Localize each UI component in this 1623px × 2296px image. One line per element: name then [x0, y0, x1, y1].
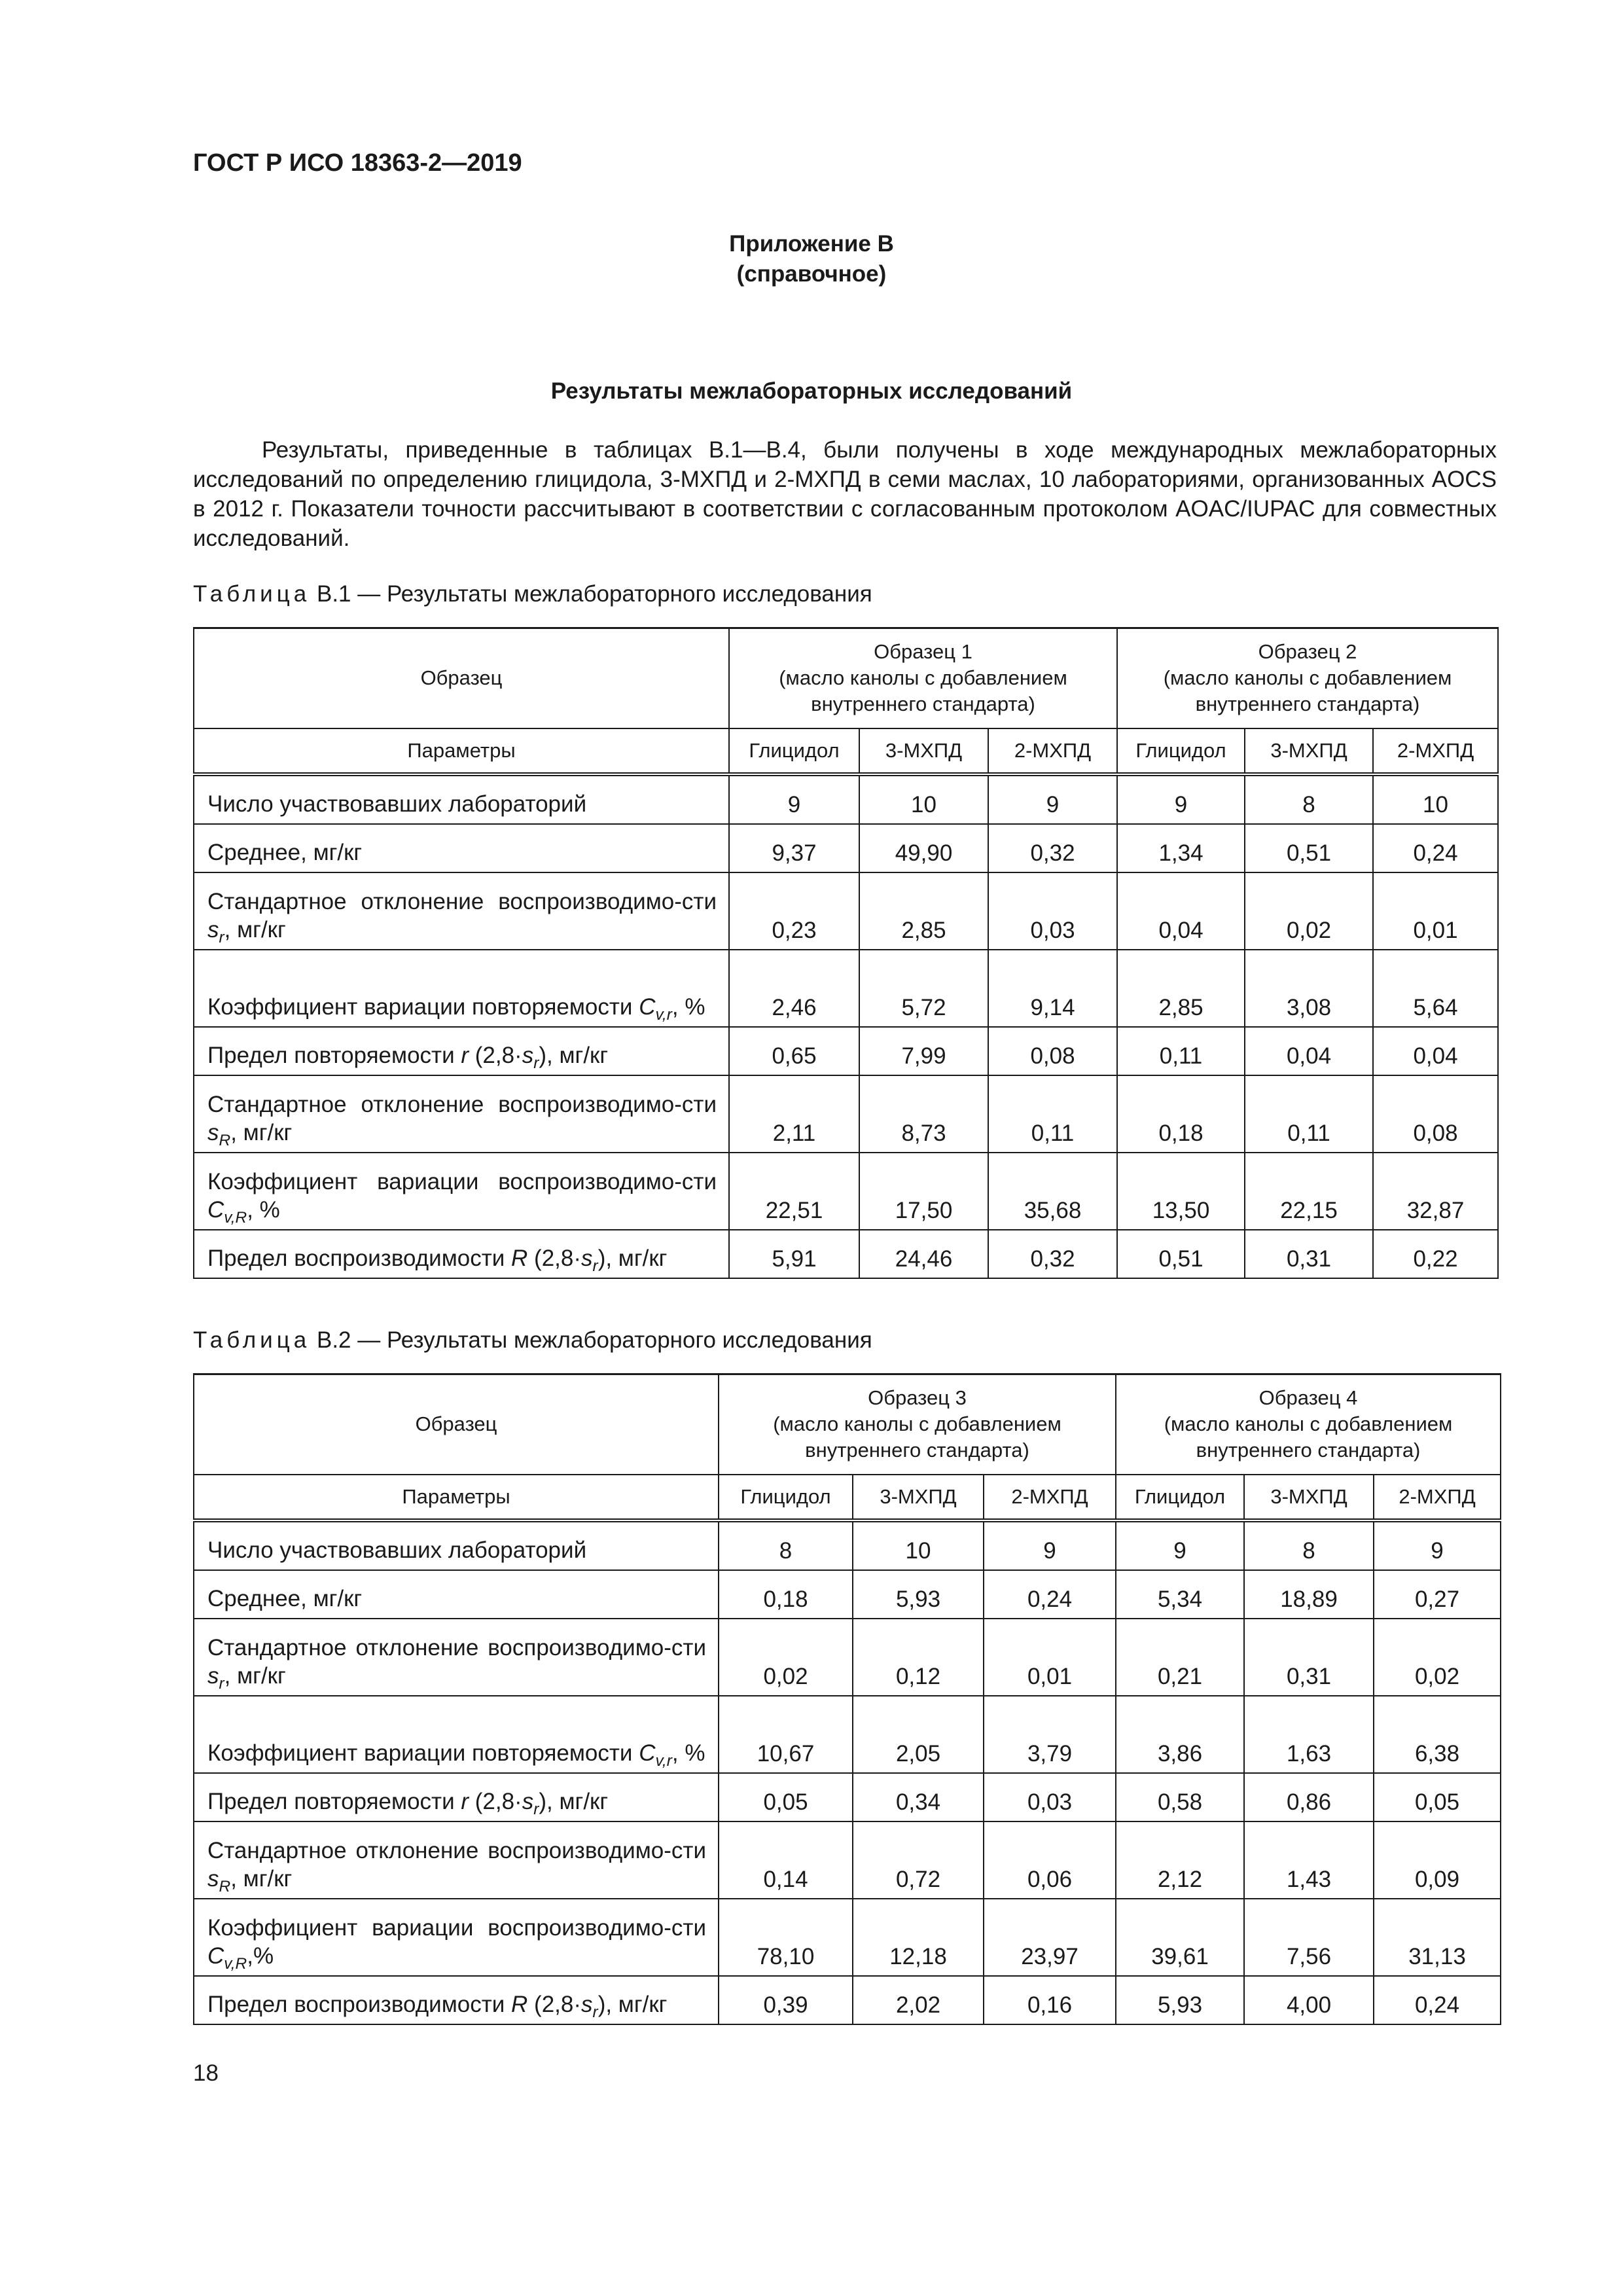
subscript: r — [533, 1054, 539, 1072]
value-cell: 0,31 — [1244, 1619, 1374, 1696]
subscript: r — [592, 2003, 598, 2021]
label-text: Коэффициент вариации воспроизводимо-сти — [207, 1914, 706, 1941]
value-cell: 1,43 — [1244, 1821, 1374, 1899]
label-text: (2,8· — [469, 1788, 522, 1814]
value-cell: 17,50 — [859, 1153, 988, 1230]
symbol: s — [522, 1042, 534, 1068]
sample-header: Образец — [194, 628, 729, 728]
value-cell: 9 — [729, 774, 859, 824]
unit-text: , мг/кг — [230, 1119, 293, 1145]
param-label — [194, 1773, 719, 1821]
value-cell: 9 — [988, 774, 1117, 824]
unit-text: , мг/кг — [224, 916, 286, 942]
label-text: Коэффициент вариации повторяемости — [207, 994, 639, 1020]
label-text: Стандартное отклонение воспроизводимо-сти — [207, 1634, 706, 1660]
value-cell: 0,18 — [1117, 1075, 1245, 1153]
column-header: 2-МХПД — [984, 1475, 1116, 1520]
sample-group-header — [719, 1374, 1116, 1475]
value-cell: 0,08 — [988, 1027, 1117, 1075]
value-cell: 2,85 — [859, 872, 988, 950]
value-cell: 0,51 — [1117, 1230, 1245, 1278]
symbol: C — [207, 1943, 224, 1969]
annex-heading — [0, 229, 1623, 289]
param-label — [194, 1619, 719, 1696]
value-cell: 0,12 — [853, 1619, 984, 1696]
params-header: Параметры — [194, 728, 729, 774]
value-cell: 0,06 — [984, 1821, 1116, 1899]
symbol: s — [581, 1245, 593, 1271]
value-cell: 12,18 — [853, 1899, 984, 1976]
value-cell: 1,34 — [1117, 824, 1245, 872]
unit-text: ), мг/кг — [597, 1245, 668, 1271]
label-text: (2,8· — [527, 1245, 582, 1271]
params-header: Параметры — [194, 1475, 719, 1520]
value-cell: 0,11 — [1245, 1075, 1373, 1153]
label-text: Коэффициент вариации повторяемости — [207, 1740, 639, 1766]
symbol: s — [522, 1788, 534, 1814]
value-cell: 5,34 — [1116, 1570, 1244, 1619]
column-header: 3-МХПД — [1245, 728, 1373, 774]
value-cell: 0,32 — [988, 824, 1117, 872]
symbol: C — [207, 1196, 224, 1223]
value-cell: 0,39 — [719, 1976, 853, 2024]
value-cell: 0,16 — [984, 1976, 1116, 2024]
value-cell: 0,02 — [1374, 1619, 1501, 1696]
table-row — [194, 1619, 1501, 1696]
value-cell: 9 — [984, 1520, 1116, 1570]
value-cell: 9,14 — [988, 950, 1117, 1027]
column-header: 3-МХПД — [853, 1475, 984, 1520]
unit-text: ), мг/кг — [539, 1788, 609, 1814]
value-cell: 0,01 — [1373, 872, 1498, 950]
value-cell: 32,87 — [1373, 1153, 1498, 1230]
annex-type: (справочное) — [736, 261, 887, 287]
table-caption-text: В.1 — Результаты межлабораторного исследования — [316, 581, 872, 607]
value-cell: 0,11 — [988, 1075, 1117, 1153]
value-cell: 0,22 — [1373, 1230, 1498, 1278]
param-label — [194, 1899, 719, 1976]
sample-header: Образец — [194, 1374, 719, 1475]
intro-text: Результаты, приведенные в таблицах В.1—В.4, были получены в ходе международных межлабораторных исследований по определению глицидола, 3-МХПД и 2-МХПД в семи маслах, 10 лабораториями, организованных AOCS в 2012 г. Показатели точности рассчитывают в соответствии с согласованным протоколом AOAC/IUPAC для совместных исследований. — [193, 437, 1497, 551]
symbol: C — [639, 994, 656, 1020]
column-header: 3-МХПД — [1244, 1475, 1374, 1520]
value-cell: 10 — [859, 774, 988, 824]
value-cell: 9 — [1374, 1520, 1501, 1570]
annex-title: Приложение В — [729, 231, 894, 257]
symbol: s — [207, 916, 219, 942]
value-cell: 0,04 — [1245, 1027, 1373, 1075]
value-cell: 0,31 — [1245, 1230, 1373, 1278]
table-caption-word: Таблица — [193, 1327, 311, 1353]
value-cell: 39,61 — [1116, 1899, 1244, 1976]
value-cell: 0,05 — [719, 1773, 853, 1821]
column-header: 2-МХПД — [988, 728, 1117, 774]
param-label — [194, 1696, 719, 1773]
group-desc: внутреннего стандарта) — [1196, 1439, 1421, 1462]
value-cell: 0,24 — [984, 1570, 1116, 1619]
value-cell: 0,02 — [1245, 872, 1373, 950]
value-cell: 10 — [853, 1520, 984, 1570]
value-cell: 35,68 — [988, 1153, 1117, 1230]
table-row — [194, 1773, 1501, 1821]
subscript: r — [219, 1674, 224, 1693]
label-text: Стандартное отклонение воспроизводимо-сти — [207, 888, 717, 914]
table-caption — [193, 1327, 872, 1354]
symbol: R — [511, 1245, 528, 1271]
group-name: Образец 2 — [1258, 640, 1357, 664]
value-cell: 2,02 — [853, 1976, 984, 2024]
value-cell: 31,13 — [1374, 1899, 1501, 1976]
unit-text: ), мг/кг — [597, 1991, 668, 2017]
value-cell: 8 — [1244, 1520, 1374, 1570]
symbol: s — [207, 1662, 219, 1689]
subscript: r — [592, 1257, 598, 1275]
value-cell: 49,90 — [859, 824, 988, 872]
value-cell: 3,08 — [1245, 950, 1373, 1027]
value-cell: 2,85 — [1117, 950, 1245, 1027]
label-text: (2,8· — [469, 1042, 522, 1068]
table-row — [194, 1230, 1498, 1278]
subscript: v,r — [655, 1751, 672, 1770]
document-header: ГОСТ Р ИСО 18363-2—2019 — [193, 149, 522, 177]
param-label — [194, 1230, 729, 1278]
param-label — [194, 1075, 729, 1153]
group-desc: (масло канолы с добавлением — [773, 1412, 1061, 1436]
subscript: v,R — [224, 1208, 247, 1227]
unit-text: , % — [671, 1740, 705, 1766]
unit-text: , % — [671, 994, 705, 1020]
group-desc: внутреннего стандарта) — [1195, 692, 1420, 716]
param-label: Число участвовавших лабораторий — [194, 774, 729, 824]
value-cell: 9 — [1117, 774, 1245, 824]
table-row — [194, 950, 1498, 1027]
value-cell: 6,38 — [1374, 1696, 1501, 1773]
section-title: Результаты межлабораторных исследований — [550, 378, 1073, 404]
value-cell: 0,86 — [1244, 1773, 1374, 1821]
value-cell: 24,46 — [859, 1230, 988, 1278]
value-cell: 0,34 — [853, 1773, 984, 1821]
table-row — [194, 774, 1498, 824]
intro-paragraph — [193, 435, 1497, 553]
param-label — [194, 1027, 729, 1075]
column-header: 2-МХПД — [1374, 1475, 1501, 1520]
symbol: C — [639, 1740, 656, 1766]
subscript: v,r — [655, 1005, 672, 1024]
sample-group-header — [729, 628, 1117, 728]
table-row — [194, 1520, 1501, 1570]
value-cell: 9 — [1116, 1520, 1244, 1570]
label-text: Стандартное отклонение воспроизводимо-сти — [207, 1837, 706, 1863]
column-header: 3-МХПД — [859, 728, 988, 774]
table-row — [194, 824, 1498, 872]
value-cell: 0,09 — [1374, 1821, 1501, 1899]
label-text: Коэффициент вариации воспроизводимо-сти — [207, 1168, 717, 1194]
column-header: Глицидол — [1117, 728, 1245, 774]
unit-text: ), мг/кг — [539, 1042, 609, 1068]
symbol: s — [581, 1991, 593, 2017]
table-row — [194, 1899, 1501, 1976]
group-name: Образец 1 — [874, 640, 972, 664]
value-cell: 7,99 — [859, 1027, 988, 1075]
value-cell: 5,64 — [1373, 950, 1498, 1027]
param-label — [194, 1821, 719, 1899]
param-label — [194, 1153, 729, 1230]
table-row — [194, 1821, 1501, 1899]
value-cell: 2,05 — [853, 1696, 984, 1773]
table-row — [194, 1075, 1498, 1153]
label-text: Стандартное отклонение воспроизводимо-сти — [207, 1091, 717, 1117]
value-cell: 22,15 — [1245, 1153, 1373, 1230]
results-table-2 — [193, 1373, 1501, 2025]
table-caption-word: Таблица — [193, 581, 311, 607]
column-header: 2-МХПД — [1373, 728, 1498, 774]
value-cell: 8 — [719, 1520, 853, 1570]
unit-text: , мг/кг — [230, 1865, 293, 1892]
group-name: Образец 3 — [868, 1386, 967, 1410]
table-row — [194, 1153, 1498, 1230]
column-header: Глицидол — [1116, 1475, 1244, 1520]
subscript: R — [219, 1131, 231, 1149]
label-text: Предел повторяемости — [207, 1042, 461, 1068]
value-cell: 23,97 — [984, 1899, 1116, 1976]
value-cell: 9,37 — [729, 824, 859, 872]
group-desc: (масло канолы с добавлением — [1163, 666, 1452, 690]
group-name: Образец 4 — [1258, 1386, 1358, 1410]
unit-text: , мг/кг — [224, 1662, 286, 1689]
value-cell: 0,72 — [853, 1821, 984, 1899]
column-header: Глицидол — [729, 728, 859, 774]
param-label — [194, 950, 729, 1027]
param-label: Число участвовавших лабораторий — [194, 1520, 719, 1570]
value-cell: 78,10 — [719, 1899, 853, 1976]
value-cell: 0,14 — [719, 1821, 853, 1899]
param-label: Среднее, мг/кг — [194, 1570, 719, 1619]
value-cell: 4,00 — [1244, 1976, 1374, 2024]
value-cell: 2,12 — [1116, 1821, 1244, 1899]
value-cell: 3,79 — [984, 1696, 1116, 1773]
symbol: r — [461, 1788, 469, 1814]
value-cell: 0,24 — [1374, 1976, 1501, 2024]
value-cell: 0,04 — [1373, 1027, 1498, 1075]
subscript: r — [533, 1800, 539, 1818]
table-row — [194, 1570, 1501, 1619]
value-cell: 3,86 — [1116, 1696, 1244, 1773]
symbol: r — [461, 1042, 469, 1068]
value-cell: 18,89 — [1244, 1570, 1374, 1619]
value-cell: 7,56 — [1244, 1899, 1374, 1976]
page-number: 18 — [193, 2060, 219, 2086]
value-cell: 1,63 — [1244, 1696, 1374, 1773]
value-cell: 10,67 — [719, 1696, 853, 1773]
sample-group-header — [1116, 1374, 1501, 1475]
value-cell: 8,73 — [859, 1075, 988, 1153]
param-label — [194, 872, 729, 950]
value-cell: 0,08 — [1373, 1075, 1498, 1153]
table-caption-text: В.2 — Результаты межлабораторного исследования — [316, 1327, 872, 1353]
label-text: Предел повторяемости — [207, 1788, 461, 1814]
sample-group-header — [1117, 628, 1498, 728]
value-cell: 5,93 — [1116, 1976, 1244, 2024]
value-cell: 5,93 — [853, 1570, 984, 1619]
table-row — [194, 1976, 1501, 2024]
symbol: R — [511, 1991, 528, 2017]
value-cell: 0,27 — [1374, 1570, 1501, 1619]
value-cell: 0,03 — [988, 872, 1117, 950]
value-cell: 0,23 — [729, 872, 859, 950]
value-cell: 0,51 — [1245, 824, 1373, 872]
value-cell: 0,05 — [1374, 1773, 1501, 1821]
value-cell: 0,21 — [1116, 1619, 1244, 1696]
value-cell: 0,24 — [1373, 824, 1498, 872]
table-row — [194, 872, 1498, 950]
group-desc: (масло канолы с добавлением — [1164, 1412, 1453, 1436]
label-text: (2,8· — [527, 1991, 582, 2017]
value-cell: 0,58 — [1116, 1773, 1244, 1821]
label-text: Предел воспроизводимости — [207, 1245, 512, 1271]
group-desc: (масло канолы с добавлением — [779, 666, 1067, 690]
param-label — [194, 1976, 719, 2024]
subscript: v,R — [224, 1954, 247, 1973]
param-label: Среднее, мг/кг — [194, 824, 729, 872]
subscript: r — [219, 928, 224, 946]
column-header: Глицидол — [719, 1475, 853, 1520]
table-row — [194, 1027, 1498, 1075]
symbol: s — [207, 1865, 219, 1892]
results-table-1 — [193, 627, 1499, 1279]
value-cell: 0,18 — [719, 1570, 853, 1619]
value-cell: 8 — [1245, 774, 1373, 824]
label-text: Предел воспроизводимости — [207, 1991, 512, 2017]
value-cell: 5,91 — [729, 1230, 859, 1278]
subscript: R — [219, 1877, 231, 1895]
value-cell: 2,11 — [729, 1075, 859, 1153]
symbol: s — [207, 1119, 219, 1145]
value-cell: 0,03 — [984, 1773, 1116, 1821]
value-cell: 0,01 — [984, 1619, 1116, 1696]
value-cell: 5,72 — [859, 950, 988, 1027]
unit-text: ,% — [247, 1943, 274, 1969]
value-cell: 0,02 — [719, 1619, 853, 1696]
value-cell: 0,65 — [729, 1027, 859, 1075]
value-cell: 0,11 — [1117, 1027, 1245, 1075]
group-desc: внутреннего стандарта) — [805, 1439, 1029, 1462]
table-caption — [193, 581, 872, 607]
value-cell: 22,51 — [729, 1153, 859, 1230]
value-cell: 13,50 — [1117, 1153, 1245, 1230]
unit-text: , % — [247, 1196, 280, 1223]
group-desc: внутреннего стандарта) — [811, 692, 1035, 716]
value-cell: 0,32 — [988, 1230, 1117, 1278]
value-cell: 0,04 — [1117, 872, 1245, 950]
value-cell: 10 — [1373, 774, 1498, 824]
value-cell: 2,46 — [729, 950, 859, 1027]
table-row — [194, 1696, 1501, 1773]
